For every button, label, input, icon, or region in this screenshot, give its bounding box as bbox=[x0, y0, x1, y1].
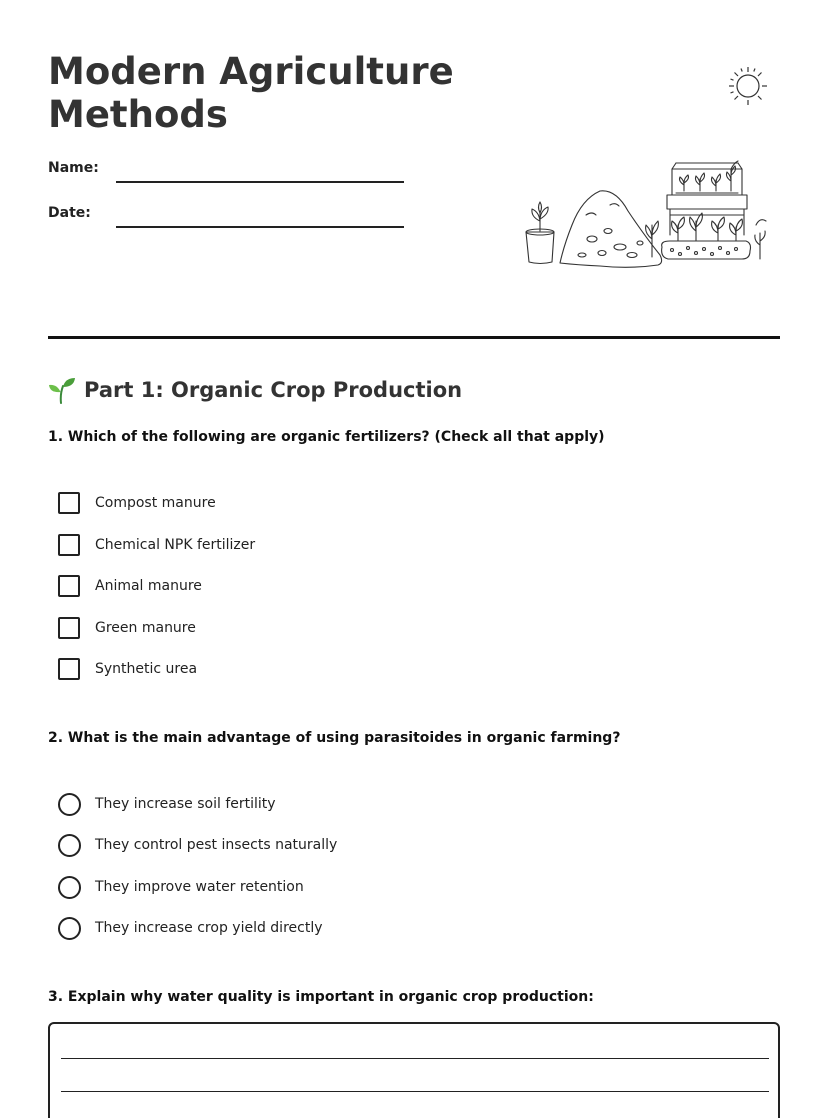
option-label: Compost manure bbox=[95, 495, 216, 511]
checkbox[interactable] bbox=[58, 658, 80, 680]
checkbox[interactable] bbox=[58, 617, 80, 639]
page-title: Modern Agriculture Methods bbox=[48, 50, 454, 136]
radio-button[interactable] bbox=[58, 793, 81, 816]
garden-illustration bbox=[520, 155, 770, 273]
question-1: 1. Which of the following are organic fertilizers? (Check all that apply) bbox=[48, 429, 605, 445]
section-title: Part 1: Organic Crop Production bbox=[84, 378, 463, 402]
radio-button[interactable] bbox=[58, 876, 81, 899]
date-field[interactable] bbox=[116, 226, 404, 228]
option-label: They improve water retention bbox=[95, 879, 304, 895]
checkbox-option[interactable] bbox=[58, 657, 198, 681]
option-label: Synthetic urea bbox=[95, 661, 198, 677]
name-field[interactable] bbox=[116, 181, 404, 183]
radio-button[interactable] bbox=[58, 834, 81, 857]
checkbox[interactable] bbox=[58, 492, 80, 514]
checkbox[interactable] bbox=[58, 575, 80, 597]
checkbox-option[interactable] bbox=[58, 574, 202, 598]
option-label: They control pest insects naturally bbox=[95, 837, 338, 853]
radio-option[interactable] bbox=[58, 833, 338, 857]
option-label: Green manure bbox=[95, 620, 196, 636]
question-3: 3. Explain why water quality is important in organic crop production: bbox=[48, 989, 594, 1005]
answer-box[interactable] bbox=[48, 1022, 780, 1118]
option-label: Chemical NPK fertilizer bbox=[95, 537, 256, 553]
radio-option[interactable] bbox=[58, 875, 304, 899]
radio-option[interactable] bbox=[58, 916, 323, 940]
date-label: Date: bbox=[48, 205, 91, 221]
name-label: Name: bbox=[48, 160, 99, 176]
checkbox-option[interactable] bbox=[58, 491, 216, 515]
option-label: They increase soil fertility bbox=[95, 796, 276, 812]
header-divider bbox=[48, 336, 780, 339]
sun-icon bbox=[727, 65, 769, 107]
checkbox-option[interactable] bbox=[58, 616, 196, 640]
answer-line bbox=[61, 1058, 769, 1059]
option-label: They increase crop yield directly bbox=[95, 920, 323, 936]
radio-option[interactable] bbox=[58, 792, 276, 816]
radio-button[interactable] bbox=[58, 917, 81, 940]
checkbox-option[interactable] bbox=[58, 533, 256, 557]
question-2: 2. What is the main advantage of using parasitoides in organic farming? bbox=[48, 730, 621, 746]
answer-line bbox=[61, 1091, 769, 1092]
checkbox[interactable] bbox=[58, 534, 80, 556]
section-heading-part1 bbox=[48, 374, 462, 406]
sprout-icon bbox=[48, 376, 76, 404]
option-label: Animal manure bbox=[95, 578, 202, 594]
